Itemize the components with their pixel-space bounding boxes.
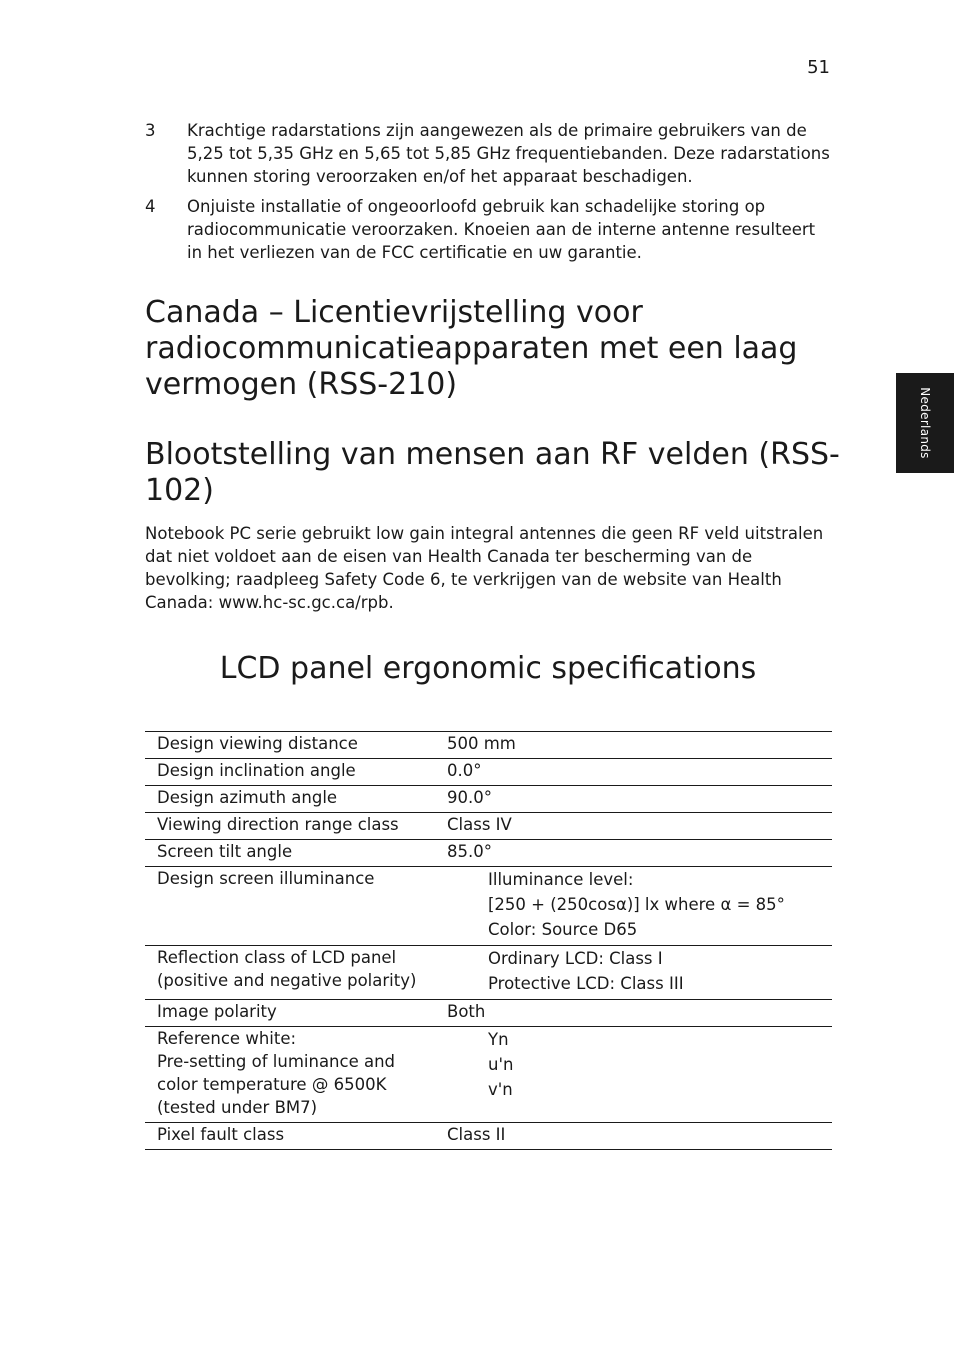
table-row [145, 840, 832, 867]
row-value [435, 946, 832, 999]
label-line: (tested under BM7) [157, 1098, 318, 1117]
row-value [435, 867, 832, 945]
table-row [145, 1027, 832, 1123]
numbered-list [145, 119, 835, 271]
row-label: Design viewing distance [157, 734, 358, 753]
row-value: 85.0° [447, 842, 492, 861]
table-row [145, 867, 832, 946]
row-label: Design screen illuminance [157, 869, 375, 888]
label-line: (positive and negative polarity) [157, 971, 417, 990]
value-line: u'n [488, 1055, 514, 1074]
row-label: Image polarity [157, 1002, 277, 1021]
list-text: Onjuiste installatie of ongeoorloofd gebruik kan schadelijke storing op radiocommunicatie veroorzaken. Knoeien aan de interne antenne resulteert in het verliezen van de FCC certificatie en uw garantie. [187, 197, 816, 262]
row-label [145, 946, 435, 999]
value-line: [250 + (250cosα)] lx where α = 85° [488, 895, 785, 914]
list-text: Krachtige radarstations zijn aangewezen als de primaire gebruikers van de 5,25 tot 5,35 GHz en 5,65 tot 5,85 GHz frequentiebanden. Deze radarstations kunnen storing veroorzaken en/of het apparaat beschadigen. [187, 121, 830, 186]
value-line: v'n [488, 1080, 513, 1099]
value-line: Ordinary LCD: Class I [488, 949, 663, 968]
value-line: Illuminance level: [488, 870, 634, 889]
table-title: LCD panel ergonomic specifications [219, 651, 757, 686]
row-label: Screen tilt angle [157, 842, 293, 861]
list-item [145, 195, 835, 264]
table-row [145, 732, 832, 759]
value-line: Protective LCD: Class III [488, 974, 684, 993]
value-line: Yn [488, 1030, 509, 1049]
row-value: Both [447, 1002, 486, 1021]
row-label: Pixel fault class [157, 1125, 285, 1144]
list-item [145, 119, 835, 188]
table-row [145, 813, 832, 840]
heading-canada: Canada – Licentievrijstelling voor radiocommunicatieapparaten met een laag vermogen (RSS-210) [145, 295, 798, 402]
label-line: color temperature @ 6500K [157, 1075, 387, 1094]
row-label [145, 1027, 435, 1122]
row-value [435, 1027, 832, 1122]
table-row [145, 1123, 832, 1150]
row-value: 500 mm [447, 734, 516, 753]
row-value: Class II [447, 1125, 506, 1144]
list-number: 3 [145, 121, 156, 140]
table-row [145, 786, 832, 813]
table-row [145, 1000, 832, 1027]
side-tab-label: Nederlands [918, 387, 932, 459]
row-label: Design inclination angle [157, 761, 356, 780]
label-line: Pre-setting of luminance and [157, 1052, 396, 1071]
table-row [145, 946, 832, 1000]
row-label: Design azimuth angle [157, 788, 338, 807]
page-number: 51 [807, 57, 830, 78]
label-line: Reference white: [157, 1029, 297, 1048]
row-value: 0.0° [447, 761, 482, 780]
language-side-tab [896, 373, 954, 473]
label-line: Reflection class of LCD panel [157, 948, 397, 967]
list-number: 4 [145, 197, 156, 216]
value-line: Color: Source D65 [488, 920, 638, 939]
row-label: Viewing direction range class [157, 815, 399, 834]
spec-table [145, 731, 832, 1150]
table-row [145, 759, 832, 786]
row-value: 90.0° [447, 788, 492, 807]
heading-rf-exposure: Blootstelling van mensen aan RF velden (RSS-102) [145, 437, 840, 508]
rf-paragraph: Notebook PC serie gebruikt low gain integral antennes die geen RF veld uitstralen dat niet voldoet aan de eisen van Health Canada ter bescherming van de bevolking; raadpleeg Safety Code 6, te verkrijgen van de website van Health Canada: www.hc-sc.gc.ca/rpb. [145, 524, 824, 612]
row-value: Class IV [447, 815, 512, 834]
